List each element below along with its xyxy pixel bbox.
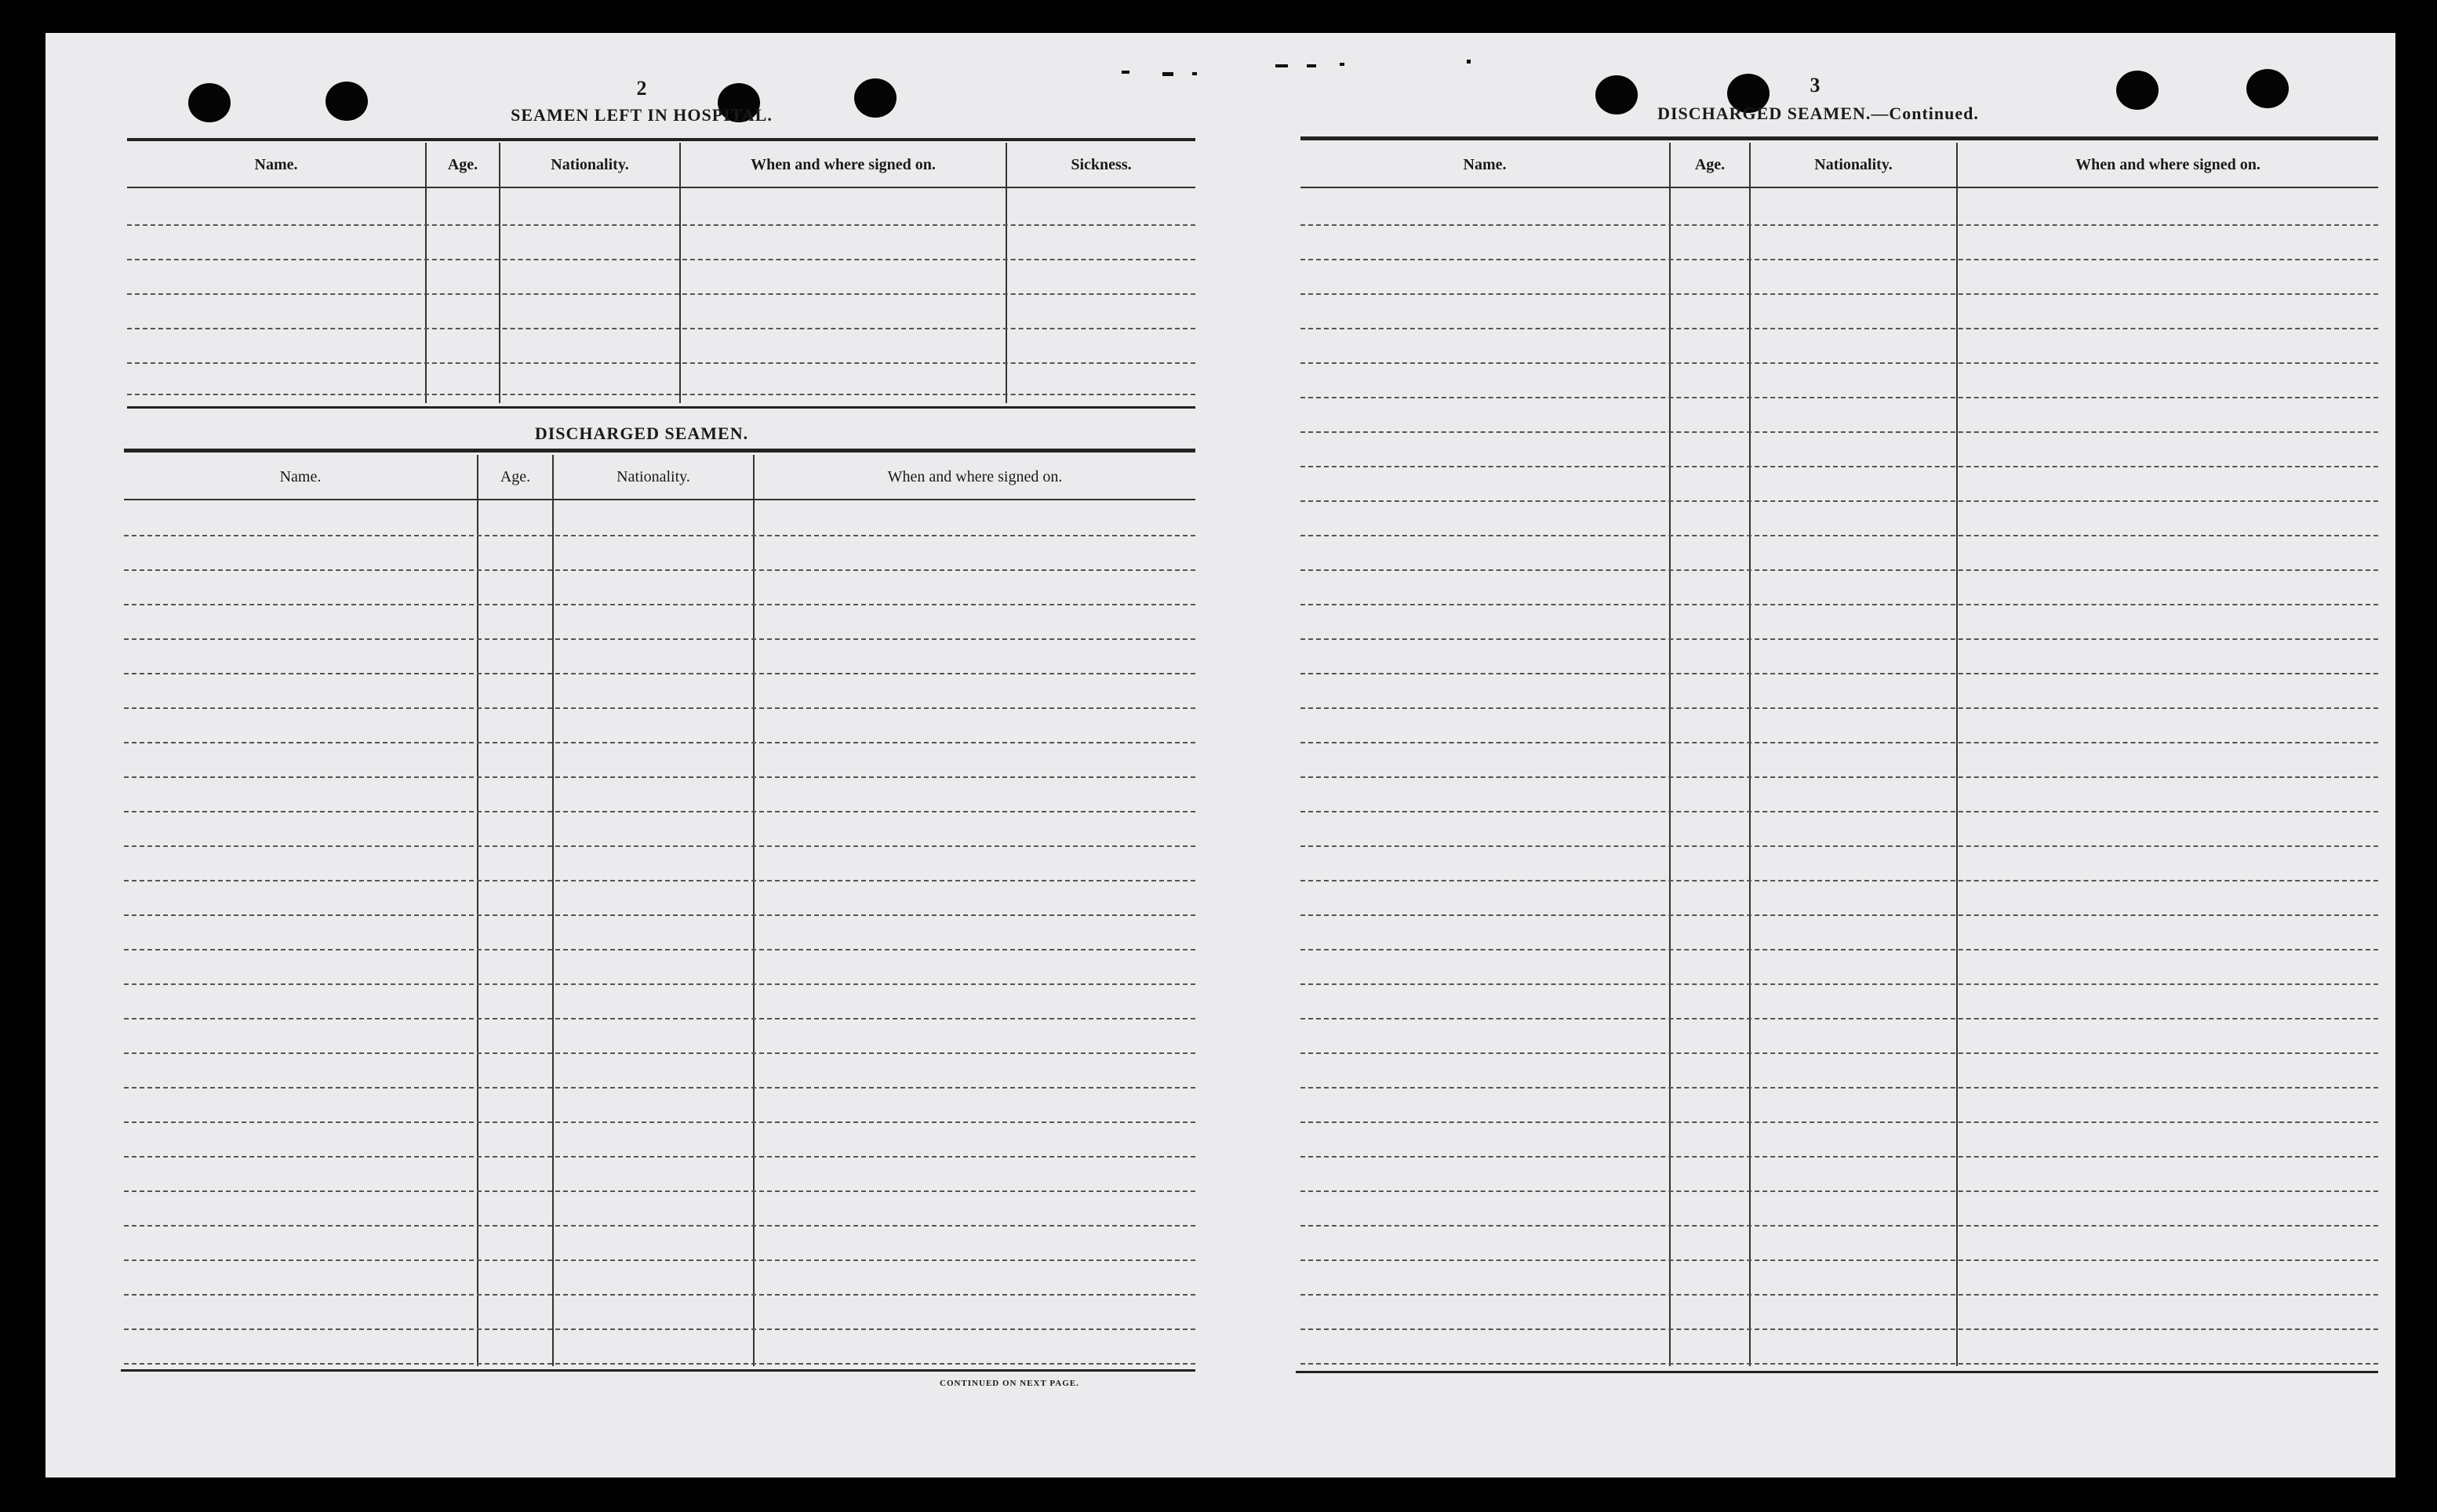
table-row (1300, 811, 2378, 812)
table-row (1300, 362, 2378, 364)
column-divider (1956, 143, 1958, 1366)
hospital-bottom-rule (127, 406, 1195, 409)
table-row (124, 949, 1195, 950)
table-row (127, 328, 1195, 329)
table-row (127, 259, 1195, 260)
table-row (1300, 845, 2378, 847)
table-row (1300, 1259, 2378, 1261)
table-row (124, 604, 1195, 605)
document-sheet (45, 33, 2395, 1477)
table-row (1300, 466, 2378, 467)
table-row (1300, 776, 2378, 778)
column-divider (425, 143, 427, 403)
col-header-sickness: Sickness. (1071, 155, 1132, 173)
table-row (1300, 1190, 2378, 1192)
table-row (1300, 673, 2378, 674)
table-row (1300, 500, 2378, 502)
table-row (1300, 707, 2378, 709)
table-row (1300, 328, 2378, 329)
table-row (1300, 983, 2378, 985)
speck-mark (1162, 72, 1173, 76)
discharged-bottom-rule (121, 1369, 1195, 1372)
right-bottom-rule (1296, 1371, 2378, 1373)
table-row (124, 1294, 1195, 1296)
col-header-signed-on: When and where signed on. (887, 467, 1063, 485)
col-header-age: Age. (1694, 155, 1726, 173)
column-divider (477, 455, 478, 1366)
col-header-signed-on: When and where signed on. (2075, 155, 2261, 173)
table-row (124, 742, 1195, 743)
table-row (124, 776, 1195, 778)
table-row (1300, 949, 2378, 950)
table-row (124, 1121, 1195, 1123)
table-row (1300, 1087, 2378, 1089)
discharged-table-header (124, 455, 1195, 500)
table-row (127, 224, 1195, 226)
table-row (124, 1225, 1195, 1227)
column-divider (499, 143, 500, 403)
table-row (1300, 1052, 2378, 1054)
column-divider (552, 455, 554, 1366)
speck-mark (1307, 64, 1316, 67)
table-row (124, 1259, 1195, 1261)
table-row (1300, 742, 2378, 743)
table-row (124, 1190, 1195, 1192)
table-row (124, 1018, 1195, 1020)
table-row (1300, 1156, 2378, 1158)
table-row (127, 362, 1195, 364)
col-header-nationality: Nationality. (1814, 155, 1893, 173)
table-row (1300, 259, 2378, 260)
top-rule-right (1300, 136, 2378, 140)
table-row (124, 1087, 1195, 1089)
col-header-name: Name. (279, 467, 322, 485)
table-row (124, 535, 1195, 536)
punch-hole (2116, 71, 2159, 110)
table-row (124, 638, 1195, 640)
table-row (124, 845, 1195, 847)
discharged-section-title: DISCHARGED SEAMEN. (534, 423, 749, 443)
table-row (1300, 1328, 2378, 1330)
punch-hole (1595, 75, 1638, 114)
speck-mark (1340, 63, 1344, 66)
table-row (124, 1363, 1195, 1365)
table-row (124, 811, 1195, 812)
table-row (127, 394, 1195, 395)
speck-mark (1122, 71, 1129, 74)
punch-hole (326, 82, 368, 121)
column-divider (679, 143, 681, 403)
table-row (1300, 914, 2378, 916)
table-row (127, 293, 1195, 295)
table-row (124, 1052, 1195, 1054)
speck-mark (1467, 60, 1471, 64)
continued-note: CONTINUED ON NEXT PAGE. (940, 1379, 1079, 1388)
discharged-top-rule (124, 449, 1195, 453)
punch-hole (854, 78, 897, 118)
table-row (124, 1156, 1195, 1158)
table-row (1300, 1294, 2378, 1296)
table-row (1300, 293, 2378, 295)
discharged-table (124, 455, 1195, 1401)
table-row (1300, 1225, 2378, 1227)
table-row (1300, 1363, 2378, 1365)
table-row (124, 983, 1195, 985)
hospital-table (127, 143, 1195, 406)
column-divider (753, 455, 755, 1366)
punch-hole (188, 83, 231, 122)
table-row (1300, 638, 2378, 640)
table-row (1300, 1121, 2378, 1123)
col-header-age: Age. (447, 155, 478, 173)
speck-mark (1192, 72, 1197, 75)
col-header-signed-on: When and where signed on. (751, 155, 936, 173)
col-header-nationality: Nationality. (617, 467, 690, 485)
col-header-age: Age. (500, 467, 531, 485)
table-row (1300, 569, 2378, 571)
discharged-continued-title: DISCHARGED SEAMEN.—Continued. (1657, 104, 1979, 123)
table-row (124, 673, 1195, 674)
table-row (124, 1328, 1195, 1330)
table-row (124, 914, 1195, 916)
table-row (1300, 224, 2378, 226)
column-divider (1006, 143, 1007, 403)
top-rule-left (127, 138, 1195, 141)
discharged-continued-table (1300, 143, 2378, 1401)
table-row (1300, 880, 2378, 881)
table-row (1300, 431, 2378, 433)
speck-mark (1275, 64, 1288, 67)
table-row (1300, 1018, 2378, 1020)
hospital-table-header (127, 143, 1195, 188)
hospital-section-title: SEAMEN LEFT IN HOSPITAL. (511, 105, 773, 125)
page-number-right: 3 (1810, 74, 1820, 96)
column-divider (1749, 143, 1751, 1366)
table-row (1300, 397, 2378, 398)
discharged-continued-header (1300, 143, 2378, 188)
col-header-name: Name. (1463, 155, 1507, 173)
table-row (124, 707, 1195, 709)
col-header-name: Name. (254, 155, 298, 173)
col-header-nationality: Nationality. (551, 155, 629, 173)
table-row (124, 880, 1195, 881)
punch-hole (2246, 69, 2289, 108)
column-divider (1669, 143, 1671, 1366)
table-row (1300, 535, 2378, 536)
page-number-left: 2 (636, 77, 647, 100)
table-row (124, 569, 1195, 571)
table-row (1300, 604, 2378, 605)
